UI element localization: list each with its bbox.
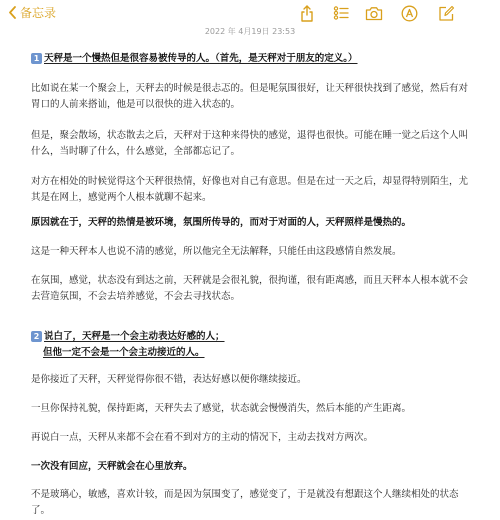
section-heading-1	[31, 51, 358, 67]
paragraph: 是你接近了天秤，天秤觉得你很不错，表达好感以便你继续接近。	[31, 374, 307, 385]
compose-icon[interactable]	[436, 4, 456, 22]
paragraph: 但是，聚会散场，状态散去之后，天秤对于这种来得快的感觉，退得也很快。可能在睡一觉之后这个人叫什么，当时聊了什么，什么感觉，全部都忘记了。	[31, 130, 469, 157]
number-badge: 2	[31, 331, 42, 342]
paragraph-bold: 原因就在于，天秤的热情是被环境，氛围所传导的，而对于对面的人，天秤照样是慢热的。	[31, 217, 412, 228]
back-label: 备忘录	[20, 6, 57, 20]
paragraph: 比如说在某一个聚会上，天秤去的时候是很忐忑的。但是呢氛围很好，让天秤很快找到了感觉，然后有对胃口的人前来搭讪，他是可以很快的进入状态的。	[31, 83, 469, 110]
number-badge: 1	[31, 53, 42, 64]
markup-icon[interactable]	[399, 4, 419, 22]
paragraph: 在氛围，感觉，状态没有到达之前，天秤就是会很礼貌，很拘谨，很有距离感，而且天秤本人根本就不会去营造氛围，不会去培养感觉，不会去寻找状态。	[31, 275, 469, 302]
paragraph: 一旦你保持礼貌，保持距离，天秤失去了感觉，状态就会慢慢消失，然后本能的产生距离。	[31, 403, 412, 414]
paragraph: 再说白一点，天秤从来都不会在看不到对方的主动的情况下，主动去找对方两次。	[31, 432, 374, 443]
section-heading-2-line2: 但他一定不会是一个会主动接近的人。	[43, 347, 205, 358]
paragraph: 对方在相处的时候觉得这个天秤很热情，好像也对自己有意思。但是在过一天之后，却显得特别陌生，尤其是在网上，感觉两个人根本就聊不起来。	[31, 176, 469, 203]
back-button[interactable]	[8, 4, 56, 21]
chevron-left-icon	[8, 6, 17, 19]
note-date: 2022 年 4月19日 23:53	[204, 27, 296, 36]
paragraph: 不是玻璃心，敏感，喜欢计较，而是因为氛围变了，感觉变了，于是就没有想跟这个人继续相处的状态了。	[31, 489, 459, 516]
toolbar	[0, 0, 500, 28]
paragraph-bold: 一次没有回应，天秤就会在心里放弃。	[31, 461, 193, 472]
camera-icon[interactable]	[364, 4, 384, 22]
share-icon[interactable]	[297, 4, 317, 22]
section-heading-2	[31, 329, 225, 345]
heading-text: 天秤是一个慢热但是很容易被传导的人。（首先，是天秤对于朋友的定义。）	[44, 53, 358, 64]
checklist-icon[interactable]	[331, 4, 351, 22]
heading-text: 说白了，天秤是一个会主动表达好感的人；	[44, 331, 225, 342]
paragraph: 这是一种天秤本人也说不清的感觉，所以他完全无法解释，只能任由这段感情自然发展。	[31, 246, 402, 257]
